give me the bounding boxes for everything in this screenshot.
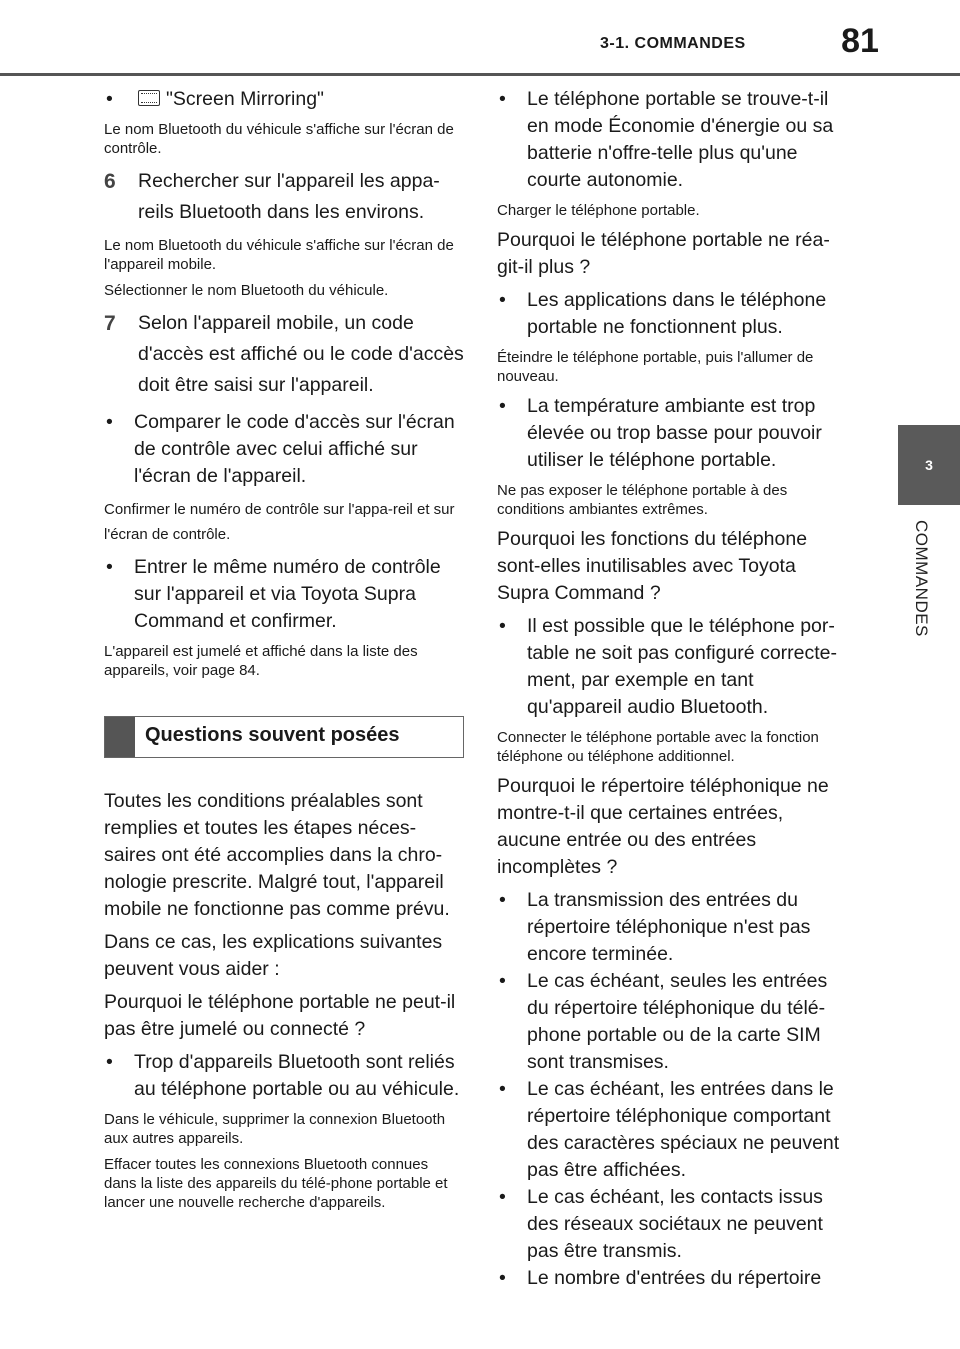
note: Dans le véhicule, supprimer la connexion Bluetooth aux autres appareils.: [104, 1111, 446, 1147]
chapter-label-wrap: [905, 520, 933, 720]
list-item-text: Entrer le même numéro de contrôle sur l'appareil et via Toyota Supra Command et confirmer.: [134, 556, 441, 632]
note: Connecter le téléphone portable avec la fonction téléphone ou téléphone additionnel.: [497, 729, 819, 765]
list-item-text: Le cas échéant, les entrées dans le répertoire téléphonique comportant des caractères spéciaux ne peuvent pas être affichées.: [527, 1078, 840, 1181]
paragraph: Toutes les conditions préalables sont remplies et toutes les étapes néces-saires ont été accomplies dans la chro-nologie prescrite. Malgré tout, l'appareil mobile ne fonctionne pas comme prévu.: [104, 790, 450, 920]
note: Éteindre le téléphone portable, puis l'allumer de nouveau.: [497, 349, 814, 385]
list-item: • Les applications dans le téléphone portable ne fonctionnent plus.: [497, 287, 852, 341]
list-item: • "Screen Mirroring": [106, 88, 324, 110]
list-item-text: Il est possible que le téléphone por-table ne soit pas configuré correcte-ment, par exemple en tant qu'appareil audio Bluetooth.: [527, 615, 838, 718]
question: Pourquoi les fonctions du téléphone sont-elles inutilisables avec Toyota Supra Command ?: [497, 528, 808, 604]
paragraph: Dans ce cas, les explications suivantes peuvent vous aider :: [104, 931, 443, 980]
list-item: • Le nombre d'entrées du répertoire: [497, 1265, 852, 1292]
screen-mirroring-icon: [138, 90, 160, 106]
note: Sélectionner le nom Bluetooth du véhicule.: [104, 282, 389, 299]
step-text: Selon l'appareil mobile, un code d'accès est affiché ou le code d'accès doit être saisi sur l'appareil.: [138, 312, 464, 396]
note: L'appareil est jumelé et affiché dans la liste des appareils, voir page 84.: [104, 643, 418, 679]
right-column: [497, 86, 852, 1292]
list-item: • Il est possible que le téléphone por-table ne soit pas configuré correcte-ment, par exemple en tant qu'appareil audio Bluetooth.: [497, 613, 852, 721]
left-column: [104, 86, 464, 1219]
list-item: • Le cas échéant, les entrées dans le répertoire téléphonique comportant des caractères spéciaux ne peuvent pas être affichées.: [497, 1076, 852, 1184]
step-text: Rechercher sur l'appareil les appa-reils Bluetooth dans les environs.: [138, 170, 440, 223]
chapter-label: COMMANDES: [912, 520, 931, 637]
step-6: [104, 166, 464, 228]
list-item-text: Les applications dans le téléphone portable ne fonctionnent plus.: [527, 289, 827, 338]
chapter-number: 3: [925, 457, 933, 473]
list-item: • Comparer le code d'accès sur l'écran de contrôle avec celui affiché sur l'écran de l'appareil.: [104, 409, 464, 490]
faq-heading: Questions souvent posées: [145, 724, 400, 746]
list-item-text: Trop d'appareils Bluetooth sont reliés au téléphone portable ou au véhicule.: [134, 1051, 460, 1100]
list-item-text: Le nombre d'entrées du répertoire: [527, 1267, 822, 1289]
step-number: 6: [104, 170, 116, 193]
question: Pourquoi le téléphone portable ne réa-git-il plus ?: [497, 229, 830, 278]
step-7: [104, 308, 464, 401]
note: Ne pas exposer le téléphone portable à des conditions ambiantes extrêmes.: [497, 482, 788, 518]
list-item: • Le cas échéant, seules les entrées du répertoire téléphonique du télé-phone portable ou de la carte SIM sont transmises.: [497, 968, 852, 1076]
mirroring-label: "Screen Mirroring": [166, 88, 324, 110]
list-item: • Trop d'appareils Bluetooth sont reliés au téléphone portable ou au véhicule.: [104, 1049, 464, 1103]
list-item-text: Le téléphone portable se trouve-t-il en mode Économie d'énergie ou sa batterie n'offre-telle plus qu'une courte autonomie.: [527, 88, 834, 191]
question: Pourquoi le répertoire téléphonique ne montre-t-il que certaines entrées, aucune entrée ou des entrées incomplètes ?: [497, 775, 829, 878]
list-item-text: La transmission des entrées du répertoire téléphonique n'est pas encore terminée.: [527, 889, 811, 965]
list-item-text: Comparer le code d'accès sur l'écran de contrôle avec celui affiché sur l'écran de l'appareil.: [134, 411, 455, 487]
note: Effacer toutes les connexions Bluetooth connues dans la liste des appareils du télé-phone portable et lancer une nouvelle recherche d'appareils.: [104, 1156, 448, 1211]
list-item: • Le téléphone portable se trouve-t-il en mode Économie d'énergie ou sa batterie n'offre-telle plus qu'une courte autonomie.: [497, 86, 852, 194]
note: Charger le téléphone portable.: [497, 202, 700, 219]
faq-heading-box: [104, 716, 464, 758]
section-title: 3-1. COMMANDES: [600, 35, 746, 52]
list-item: • Entrer le même numéro de contrôle sur l'appareil et via Toyota Supra Command et confirmer.: [104, 554, 464, 635]
header-rule: [0, 73, 960, 76]
list-item: • Le cas échéant, les contacts issus des réseaux sociétaux ne peuvent pas être transmis.: [497, 1184, 852, 1265]
step-number: 7: [104, 312, 116, 335]
list-item-text: La température ambiante est trop élevée ou trop basse pour pouvoir utiliser le téléphone portable.: [527, 395, 822, 471]
faq-heading-bar: [105, 717, 135, 757]
list-item: • La température ambiante est trop élevée ou trop basse pour pouvoir utiliser le téléphone portable.: [497, 393, 852, 474]
note: Le nom Bluetooth du véhicule s'affiche sur l'écran de contrôle.: [104, 121, 454, 157]
note: Confirmer le numéro de contrôle sur l'appa-reil et sur l'écran de contrôle.: [104, 501, 455, 543]
list-item: • La transmission des entrées du répertoire téléphonique n'est pas encore terminée.: [497, 887, 852, 968]
list-item-text: Le cas échéant, seules les entrées du répertoire téléphonique du télé-phone portable ou de la carte SIM sont transmises.: [527, 970, 828, 1073]
chapter-tab: [898, 425, 960, 505]
note: Le nom Bluetooth du véhicule s'affiche sur l'écran de l'appareil mobile.: [104, 237, 454, 273]
question: Pourquoi le téléphone portable ne peut-il pas être jumelé ou connecté ?: [104, 991, 456, 1040]
page-number: 81: [841, 22, 879, 60]
list-item-text: Le cas échéant, les contacts issus des réseaux sociétaux ne peuvent pas être transmis.: [527, 1186, 823, 1262]
